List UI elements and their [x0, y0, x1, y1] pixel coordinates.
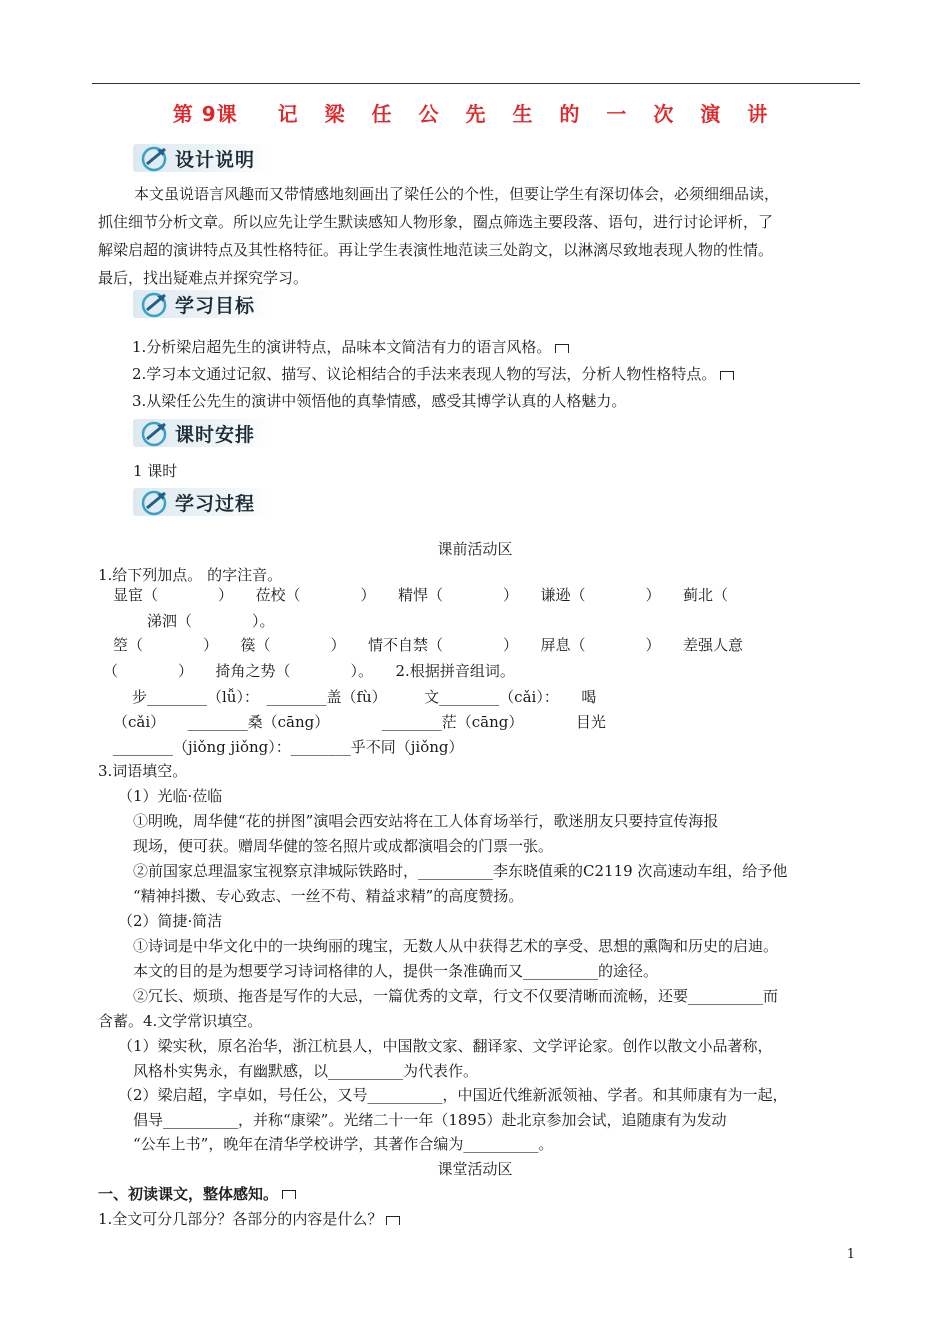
section-title: 设计说明	[175, 149, 256, 171]
exercise-line: ________（jiǒng jiǒng）：________乎不同（jiǒng）	[113, 738, 464, 756]
arrow-icon	[141, 488, 171, 516]
exercise-line: “公车上书”，晚年在清华学校讲学，其著作合编为__________。	[133, 1135, 554, 1153]
section-badge-process	[133, 486, 273, 518]
arrow-icon	[141, 144, 171, 172]
section-badge-schedule	[133, 417, 273, 449]
exercise-line: 倡导__________，并称“康梁”。光绪二十一年（1895）赴北京参加会试，追随康有为发动	[133, 1111, 727, 1129]
section-title: 课时安排	[175, 424, 256, 446]
header-rule	[92, 83, 860, 84]
lesson-number: 第 9课	[172, 102, 238, 126]
arrow-icon	[141, 419, 171, 447]
part1-question: 1.全文可分几部分？各部分的内容是什么？	[98, 1208, 400, 1229]
design-line: 最后，找出疑难点并探究学习。	[98, 269, 309, 287]
exercise-line: 含蓄。4.文学常识填空。	[98, 1012, 263, 1030]
exercise-line: 涕泗（ ）。	[147, 612, 275, 630]
arrow-icon	[141, 290, 171, 318]
exercise-line: 显宦（ ） 莅校（ ） 精悍（ ） 谦逊（ ） 蓟北（	[113, 586, 729, 604]
page-title	[0, 98, 950, 127]
section-badge-goals	[133, 288, 273, 320]
exercise-line: ②冗长、烦琐、拖沓是写作的大忌，一篇优秀的文章，行文不仅要清晰而流畅，还要__________而	[133, 987, 779, 1005]
exercise-line: 箜（ ） 篌（ ） 情不自禁（ ） 屏息（ ） 差强人意	[113, 636, 744, 654]
goals-list	[132, 334, 892, 415]
goal-item: 1.分析梁启超先生的演讲特点，品味本文简洁有力的语言风格。	[132, 334, 892, 361]
exercise-line: （cǎi） ________桑（cāng） ________茫（cāng） 目光	[113, 713, 606, 731]
design-paragraph	[98, 180, 858, 292]
exercise-line: 3.词语填空。	[98, 762, 188, 780]
exercise-line: 步________（lǚ）： ________盖（fù） 文________（cǎi）： 喝	[132, 688, 597, 706]
in-class-heading: 课堂活动区	[437, 1160, 513, 1178]
exercise-line: 1.给下列加点。 的字注音。	[98, 566, 283, 584]
section-badge-design	[133, 142, 273, 174]
goal-item: 3.从梁任公先生的演讲中领悟他的真挚情感，感受其博学认真的人格魅力。	[132, 392, 627, 410]
design-line: 解梁启超的演讲特点及其性格特征。再让学生表演性地范读三处韵文，以淋漓尽致地表现人物的性情。	[98, 241, 774, 259]
exercise-line: ①诗词是中华文化中的一块绚丽的瑰宝，无数人从中获得艺术的享受、思想的熏陶和历史的启迪。	[133, 937, 779, 955]
design-line: 本文虽说语言风趣而又带情感地刻画出了梁任公的个性，但要让学生有深切体会，必须细细品读，	[134, 185, 780, 203]
exercise-line: ②前国家总理温家宝视察京津城际铁路时，__________李东晓值乘的C2119 次高速动车组，给予他	[133, 862, 788, 880]
exercise-line: （2）梁启超，字卓如，号任公，又号__________，中国近代维新派领袖、学者。和其师康有为一起，	[118, 1086, 788, 1104]
section-title: 学习目标	[175, 295, 256, 317]
pre-class-heading: 课前活动区	[437, 540, 513, 558]
part1-heading: 一、初读课文，整体感知。	[98, 1183, 296, 1204]
goal-item: 2.学习本文通过记叙、描写、议论相结合的手法来表现人物的写法，分析人物性格特点。	[132, 361, 892, 388]
exercise-line: （1）光临·莅临	[118, 787, 223, 805]
exercise-line: 本文的目的是为想要学习诗词格律的人，提供一条准确而又__________的途径。	[133, 962, 659, 980]
exercise-line: ①明晚，周华健“花的拼图”演唱会西安站将在工人体育场举行，歌迷朋友只要持宣传海报	[133, 812, 719, 830]
schedule-text: 1 课时	[133, 462, 178, 480]
exercise-line: “精神抖擞、专心致志、一丝不苟、精益求精”的高度赞扬。	[133, 887, 524, 905]
exercise-line: （ ） 掎角之势（ ）。 2.根据拼音组词。	[103, 662, 515, 680]
page-number: 1	[846, 1247, 855, 1262]
exercise-line: 风格朴实隽永，有幽默感，以__________为代表作。	[133, 1062, 479, 1080]
section-title: 学习过程	[175, 493, 256, 515]
exercise-line: （1）梁实秋，原名治华，浙江杭县人，中国散文家、翻译家、文学评论家。创作以散文小品著称，	[118, 1037, 773, 1055]
exercise-line: 现场，便可获。赠周华健的签名照片或成都演唱会的门票一张。	[133, 837, 554, 855]
design-line: 抓住细节分析文章。所以应先让学生默读感知人物形象，圈点筛选主要段落、语句，进行讨论评析，了	[98, 213, 774, 231]
exercise-line: （2）简捷·简洁	[118, 912, 223, 930]
lesson-title: 记 梁 任 公 先 生 的 一 次 演 讲	[277, 102, 778, 126]
